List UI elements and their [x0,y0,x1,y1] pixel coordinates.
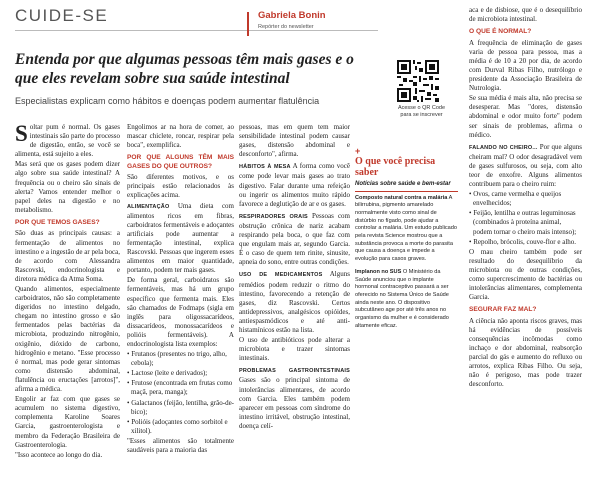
paragraph-text: oltar pum é normal. Os gases intestinais são parte do processo de digestão, então, se você se alimenta, está sujeito a eles. [15,123,120,159]
list-item-text: Ovos, carne vermelha e queijos envelhecidos; [473,190,562,208]
section-heading: SEGURAR FAZ MAL? [469,306,537,314]
list-item: • Repolho, brócolis, couve-flor e alho. [469,237,577,246]
list-item: • Frutose (encontrada em frutas como maçã, pera, manga); [127,379,233,397]
lead-in: RESPIRADORES ORAIS [239,213,308,220]
author-accent-bar [247,12,249,36]
list-item-text: Polióis (adoçantes como sorbitol e xilitol). [131,417,228,435]
author-role: Repórter do newsletter [258,24,314,30]
list-item-text: Lactose (leite e derivados); [131,369,208,378]
paragraph: Engolir ar faz com que gases se acumulem no sistema digestivo, complementa Karoline Soares Garcia, gastroenterologista e membro da Federação Brasileira de Gastroenterologia. [15,395,120,449]
paragraph [127,202,234,276]
list-item: • Galactanos (feijão, lentilha, grão-de-bico); [127,398,235,416]
paragraph [469,143,582,189]
paragraph-text: Uma dieta com alimentos ricos em fibras, carboidratos fermentáveis e adoçantes artificiais pode aumentar a fermentação intestinal, explica Rascovski. Pessoas que ingerem esses alimentos em maior quantidade, portanto, podem ter mais gases. [127,201,235,275]
article-column-5 [469,6,582,391]
paragraph: A ciência não aponta riscos graves, mas há evidências de possíveis consequências incômodas como inchaço e dor abdominal, reabsorção parcial do gás e aumento do refluxo ou arrotos, explica Ribas Filho. Ou seja, não é perigoso, mas pode trazer desconforto. [469,316,582,389]
subheadline: Especialistas explicam como hábitos e doenças podem aumentar flatulência [15,96,320,106]
list-item-text: Galactanos (feijão, lentilha, grão-de-bico); [131,398,235,416]
paragraph: pessoas, mas em quem tem maior sensibilidade intestinal podem causar gases, distensão abdominal e desconforto", afirma. [239,123,350,159]
paragraph: De forma geral, carboidratos são fermentáveis, mas há um grupo específico que fermenta mais. Eles são chamados de Fodmaps (sigla em inglês para oligossacarídeos, dissacarídeos, monossacarídeos e polióis fermentáveis). A endocrinologista lista exemplos: [127,276,234,348]
article-column-3 [239,123,350,432]
list-item-text: Frutose (encontrada em frutas como maçã, pera, manga); [131,379,233,397]
paragraph: "Isso acontece ao longo do dia. [15,450,103,459]
paragraph: Se sua média é mais alta, não precisa se desesperar. Mas "dores, distensão abdominal e odor muito forte" podem ser sinais de problemas, afirma o médico. [469,94,582,139]
paragraph [239,162,350,208]
lead-in: USO DE MEDICAMENTOS [239,272,323,279]
list-item: • Feijão, lentilha e outras leguminosas (combinados à proteína animal, podem tornar o cheiro mais intenso); [469,209,577,236]
paragraph-text: Gases são o principal sintoma de intolerâncias alimentares, de acordo com Garcia. Eles também podem aparecer em pessoas com síndrome do intestino irritável, obstrução intestinal, doença celí- [239,376,350,430]
paragraph: Mas será que os gases podem dizer algo sobre sua saúde intestinal? A frequência ou o cheiro são sinais de alerta? Vamos entender melhor o papel deles na digestão e no metabolismo. [15,160,120,214]
sidebar-item [355,269,458,331]
sidebar-box [355,146,458,335]
section-heading: O QUE É NORMAL? [469,28,532,36]
list-item: • Polióis (adoçantes como sorbitol e xilitol). [127,417,228,435]
paragraph [239,212,350,268]
sidebar-item [355,195,458,264]
sidebar-item-text: A bilirrubina, pigmento amarelado normalmente visto como sinal de distúrbio no fígado, pode ajudar a controlar a malária. Um estudo publicado pela revista Science mostrou que a substância provoca a morte do parasita que causa a doença e impede a evolução para casos graves. [355,194,457,263]
lead-in: HÁBITOS À MESA [239,164,291,171]
sidebar-subtitle: Notícias sobre saúde e bem-estar [355,181,451,187]
list-item-text: Frutanos (presentes no trigo, alho, cebola); [131,350,227,368]
list-item-text: Repolho, brócolis, couve-flor e alho. [473,237,577,246]
paragraph: Engolimos ar na hora de comer, ao mascar chiclete, roncar, respirar pela boca", exemplifica. [127,123,234,150]
paragraph: O mau cheiro também pode ser resultado do desequilíbrio da microbiota ou de outras condições, como supercrescimento de bactérias ou intolerâncias alimentares, complementa Garcia. [469,247,582,302]
paragraph: São duas as principais causas: a fermentação de alimentos no intestino e a ingestão de ar pela boca, de acordo com Alessandra Rascovski, endocrinologista e diretora médica da Atma Soma. [15,229,120,283]
section-label: CUIDE-SE [15,6,109,25]
sidebar-divider [355,191,458,192]
qr-caption: Acesse o QR Code para se inscrever [397,105,446,118]
paragraph-text: Alguns remédios podem reduzir o ritmo do intestino, favorecendo a retenção de gases, diz Rascovski. Certos antidepressivos, analgésicos opióides, antiespasmódicos e até anti-histamínicos estão na lista. [239,270,350,334]
list-item: • Ovos, carne vermelha e queijos envelhecidos; [469,190,562,208]
article-column-2 [127,123,234,456]
list-item: • Frutanos (presentes no trigo, alho, cebola); [127,350,227,368]
lead-in: ALIMENTAÇÃO [127,203,170,210]
top-divider [15,30,378,31]
qr-code[interactable] [397,60,439,102]
lead-in: PROBLEMAS GASTROINTESTINAIS [239,368,350,375]
paragraph [239,366,350,431]
paragraph: Quando alimentos, especialmente carboidratos, não são completamente digeridos no intestino delgado, chegam no intestino grosso e são fermentados pelas bactérias da microbiota, produzindo nitrogênio, oxigênio, dióxido de carbono, hidrogênio e metano. "Esse processo é normal, mas pode gerar sintomas como distensão abdominal, flatulência ou eructações [arrotos]", afirma a médica. [15,285,120,394]
list-item-text: Feijão, lentilha e outras leguminosas (combinados à proteína animal, podem tornar o cheiro mais intenso); [473,209,577,236]
list-item: • Lactose (leite e derivados); [127,369,208,378]
paragraph: "Esses alimentos são totalmente saudáveis para a maioria das [127,436,234,454]
paragraph-text: Pessoas com obstrução crônica de nariz acabam respirando pela boca, o que faz com que engulam mais ar, segundo Garcia. É o caso de quem tem rinite, sinusite, apneia do sono, entre outras condições. [239,211,350,267]
paragraph-text: A forma como você come pode levar mais gases ao trato digestivo. Falar durante uma refeição ou ingerir os alimentos muito rápido favorece a deglutição de ar e os gases. [239,162,350,208]
plus-icon: + [355,146,361,156]
paragraph [15,123,120,159]
lead-in: FALANDO NO CHEIRO... [469,144,538,151]
paragraph: O uso de antibióticos pode alterar a microbiota e trazer sintomas intestinais. [239,336,350,363]
sidebar-item-title: Implanon no SUS [355,268,402,275]
sidebar-item-text: O Ministério da Saúde anunciou que o implante hormonal contraceptivo passará a ser oferecido no Sistema Único de Saúde ainda neste ano. O dispositivo subcutâneo age por até três anos no organismo da mulher e é considerado altamente eficaz. [355,268,449,329]
paragraph: aca e de disbiose, que é o desequilíbrio de microbiota intestinal. [469,6,582,24]
paragraph: A frequência de eliminação de gases varia de pessoa para pessoa, mas a média é de 10 a 20 por dia, de acordo com Durval Ribas Filho, nutrólogo e presidente da Associação Brasileira de Nutrologia. [469,38,582,93]
paragraph: São diferentes motivos, e os principais estão relacionados às explicações acima. [127,173,234,200]
author-name: Gabriela Bonin [258,10,326,21]
paragraph-text: Por que alguns cheiram mal? O odor desagradável vem de gases sulfurosos, ou seja, com alto teor de enxofre. Alguns alimentos contribuem para o cheiro ruim: [469,142,583,189]
drop-cap: S [15,121,28,146]
sidebar-item-title: Composto natural contra a malária [355,194,448,201]
article-column-1 [15,123,120,461]
sidebar-title: O que você precisa saber [355,156,436,178]
section-heading: POR QUE ALGUNS TÊM MAIS GASES DO QUE OUTROS? [127,154,234,170]
paragraph [239,270,350,335]
section-heading: POR QUE TEMOS GASES? [15,218,100,226]
headline: Entenda por que algumas pessoas têm mais gases e o que eles revelam sobre sua saúde intestinal [15,51,354,87]
